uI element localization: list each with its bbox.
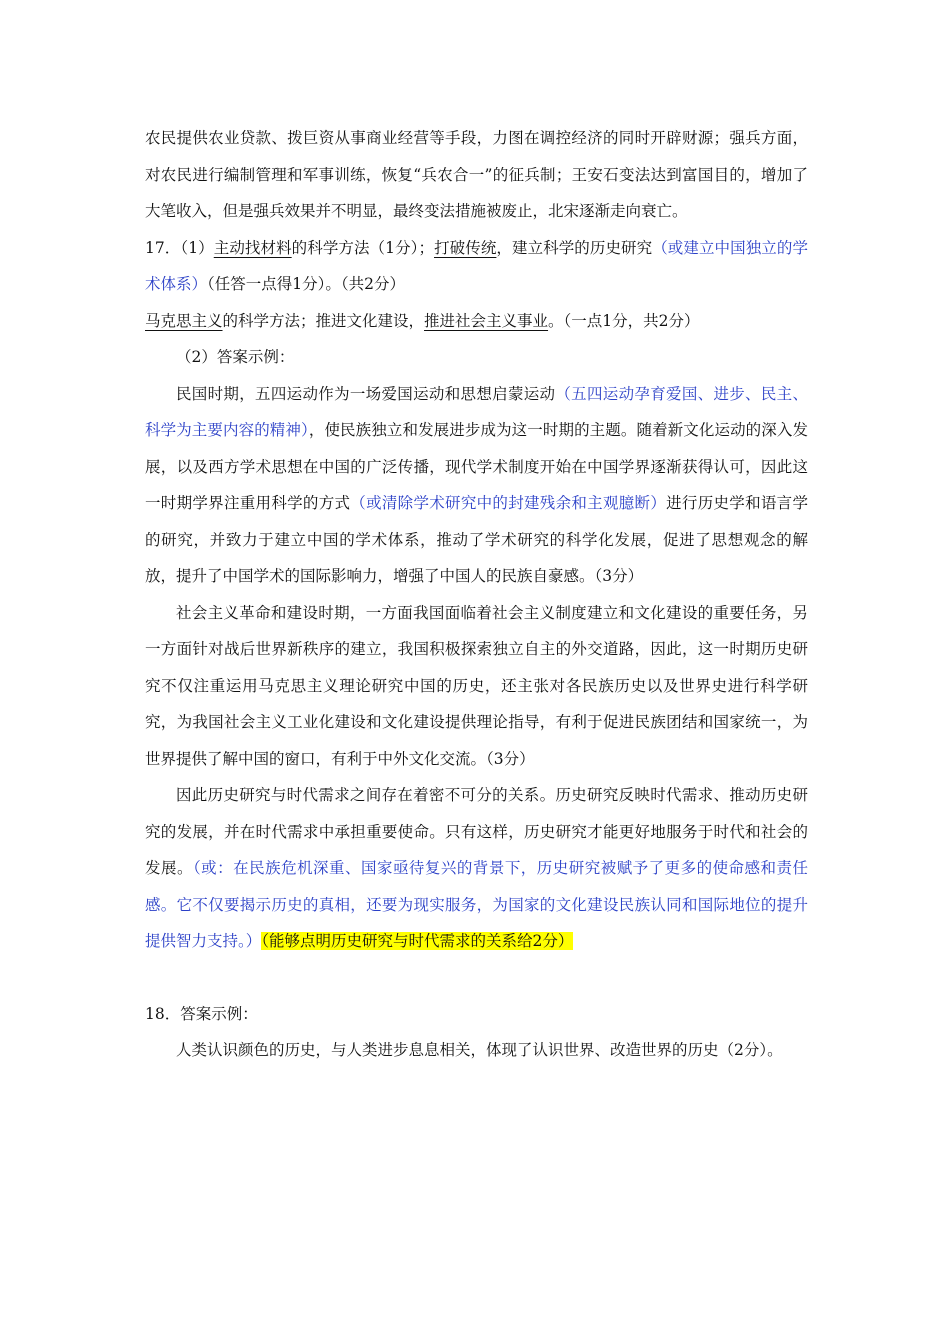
q17-para-minguo-alt2: （或清除学术研究中的封建残余和主观臆断） xyxy=(350,494,667,512)
section-gap xyxy=(145,960,808,996)
q17-point2-text: ，建立科学的历史研究 xyxy=(496,238,653,257)
q17-point2-score: （任答一点得1分）。（共2分） xyxy=(207,275,405,293)
q17-number: 17． xyxy=(145,238,181,257)
q17-part1-label: （1） xyxy=(180,238,214,257)
q17-para-conclusion-text: 因此历史研究与时代需求之间存在着密不可分的关系。历史研究反映时代需求、推动历史研究的发展，并在时代需求中承担重要使命。只有这样，历史研究才能更好地服务于时代和社会的发展。 xyxy=(145,786,808,877)
q17-point3-score: 。（一点1分，共2分） xyxy=(548,311,700,330)
q17-para-minguo-text-b: ，使民族独立和发展进步成为这一时期的主题。随着新文化运动的深入发展，以及西方学术思想在中国的广泛传播，现代学术制度开始在中国学界逐渐获得认可，因此这一时期学界注重用科学的方式 xyxy=(145,421,808,512)
q18-heading: 18．答案示例： xyxy=(145,1004,258,1023)
q17-para-conclusion-alt: （或：在民族危机深重、国家亟待复兴的背景下，历史研究被赋予了更多的使命感和责任感。它不仅要揭示历史的真相，还要为现实服务，为国家的文化建设民族认同和国际地位的提升提供智力支持。） xyxy=(145,859,808,950)
q17-point3-text: 的科学方法；推进文化建设， xyxy=(222,311,425,330)
q17-part1-line xyxy=(145,230,808,303)
q17-para-minguo-alt1: （五四运动孕育爱国、进步、民主、科学为主要内容的精神） xyxy=(145,384,808,439)
answer-document xyxy=(145,120,808,1069)
q17-part2-label: （2）答案示例： xyxy=(176,348,295,366)
q18-para1: 人类认识颜色的历史，与人类进步息息相关，体现了认识世界、改造世界的历史（2分）。 xyxy=(176,1041,783,1059)
q17-point3-underlined: 马克思主义 xyxy=(145,311,223,330)
q17-para-conclusion xyxy=(145,777,808,960)
q17-point3-underlined-2: 推进社会主义事业 xyxy=(424,311,549,330)
q17-para-minguo xyxy=(145,376,808,595)
q17-scoring-note-highlight: （能够点明历史研究与时代需求的关系给2分） xyxy=(261,932,574,950)
intro-paragraph: 农民提供农业贷款、拨巨资从事商业经营等手段，力图在调控经济的同时开辟财源；强兵方面，对农民进行编制管理和军事训练，恢复“兵农合一”的征兵制；王安石变法达到富国目的，增加了大笔收入，但是强兵效果并不明显，最终变法措施被废止，北宋逐渐走向衰亡。 xyxy=(145,129,808,220)
q17-para-socialist: 社会主义革命和建设时期，一方面我国面临着社会主义制度建立和文化建设的重要任务，另一方面针对战后世界新秩序的建立，我国积极探索独立自主的外交道路，因此，这一时期历史研究不仅注重运用马克思主义理论研究中国的历史，还主张对各民族历史以及世界史进行科学研究，为我国社会主义工业化建设和文化建设提供理论指导，有利于促进民族团结和国家统一，为世界提供了解中国的窗口，有利于中外文化交流。（3分） xyxy=(145,603,808,768)
q17-point3-line xyxy=(145,303,808,340)
q17-point1-text: 的科学方法（1分）； xyxy=(291,238,434,257)
q17-point1-underlined: 主动找材料 xyxy=(213,238,292,257)
q17-para-minguo-text-a: 民国时期，五四运动作为一场爱国运动和思想启蒙运动 xyxy=(176,384,556,403)
q17-point2-alt: （或建立中国独立的学术体系） xyxy=(145,238,808,293)
q17-point2-underlined: 打破传统 xyxy=(434,238,497,257)
q17-para-minguo-text-c: 进行历史学和语言学的研究，并致力于建立中国的学术体系，推动了学术研究的科学化发展，促进了思想观念的解放，提升了中国学术的国际影响力，增强了中国人的民族自豪感。（3分） xyxy=(145,494,808,585)
